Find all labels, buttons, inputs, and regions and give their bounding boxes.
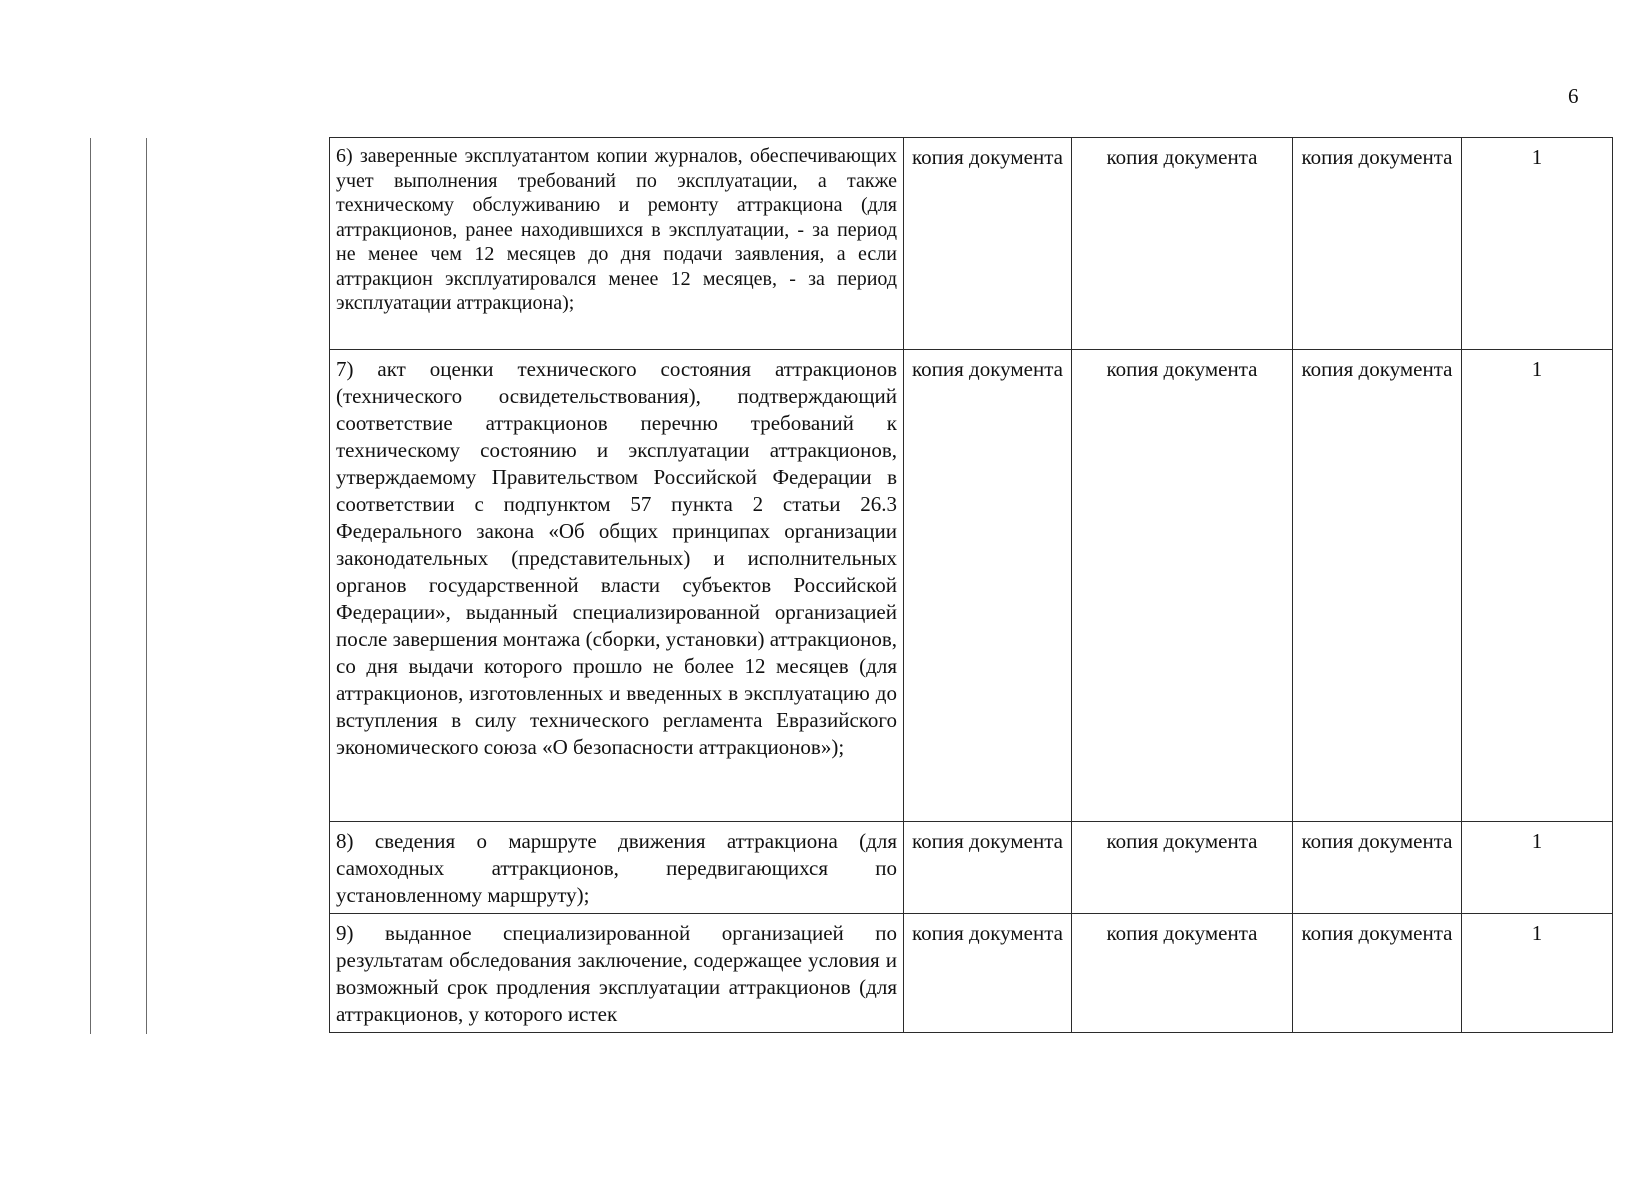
row-col2-cell: копия документа bbox=[904, 350, 1072, 822]
row-col3-cell: копия документа bbox=[1072, 822, 1293, 914]
table-row bbox=[330, 350, 1613, 822]
row-col4-cell: копия документа bbox=[1293, 822, 1462, 914]
table-row bbox=[330, 914, 1613, 1033]
row-col4-cell: копия документа bbox=[1293, 914, 1462, 1033]
page-number: 6 bbox=[1568, 84, 1579, 108]
row-count-cell: 1 bbox=[1462, 138, 1613, 350]
row-description: 8) сведения о маршруте движения аттракциона (для самоходных аттракционов, передвигающихся по установленному маршруту); bbox=[330, 822, 904, 914]
table-row bbox=[330, 822, 1613, 914]
row-col2-cell: копия документа bbox=[904, 914, 1072, 1033]
row-col4-cell: копия документа bbox=[1293, 138, 1462, 350]
row-description: 9) выданное специализированной организацией по результатам обследования заключение, содержащее условия и возможный срок продления эксплуатации аттракционов (для аттракционов, у которого истек bbox=[330, 914, 904, 1033]
row-count-cell: 1 bbox=[1462, 350, 1613, 822]
row-count-cell: 1 bbox=[1462, 822, 1613, 914]
documents-table bbox=[329, 137, 1613, 1033]
binding-margin-line bbox=[146, 138, 147, 1034]
row-count-cell: 1 bbox=[1462, 914, 1613, 1033]
row-col3-cell: копия документа bbox=[1072, 138, 1293, 350]
row-description: 6) заверенные эксплуатантом копии журналов, обеспечивающих учет выполнения требований по эксплуатации, а также техническому обслуживанию и ремонту аттракциона (для аттракционов, ранее находившихся в эксплуатации, - за период не менее чем 12 месяцев до дня подачи заявления, а если аттракцион эксплуатировался менее 12 месяцев, - за период эксплуатации аттракциона); bbox=[330, 138, 904, 350]
row-col3-cell: копия документа bbox=[1072, 350, 1293, 822]
row-col2-cell: копия документа bbox=[904, 138, 1072, 350]
row-description: 7) акт оценки технического состояния аттракционов (технического освидетельствования), подтверждающий соответствие аттракционов перечню требований к техническому состоянию и эксплуатации аттракционов, утверждаемому Правительством Российской Федерации в соответствии с подпунктом 57 пункта 2 статьи 26.3 Федерального закона «Об общих принципах организации законодательных (представительных) и исполнительных органов государственной власти субъектов Российской Федерации», выданный специализированной организацией после завершения монтажа (сборки, установки) аттракционов, со дня выдачи которого прошло не более 12 месяцев (для аттракционов, изготовленных и введенных в эксплуатацию до вступления в силу технического регламента Евразийского экономического союза «О безопасности аттракционов»); bbox=[330, 350, 904, 822]
row-col4-cell: копия документа bbox=[1293, 350, 1462, 822]
row-col2-cell: копия документа bbox=[904, 822, 1072, 914]
left-margin-line bbox=[90, 138, 91, 1034]
table-row bbox=[330, 138, 1613, 350]
row-col3-cell: копия документа bbox=[1072, 914, 1293, 1033]
